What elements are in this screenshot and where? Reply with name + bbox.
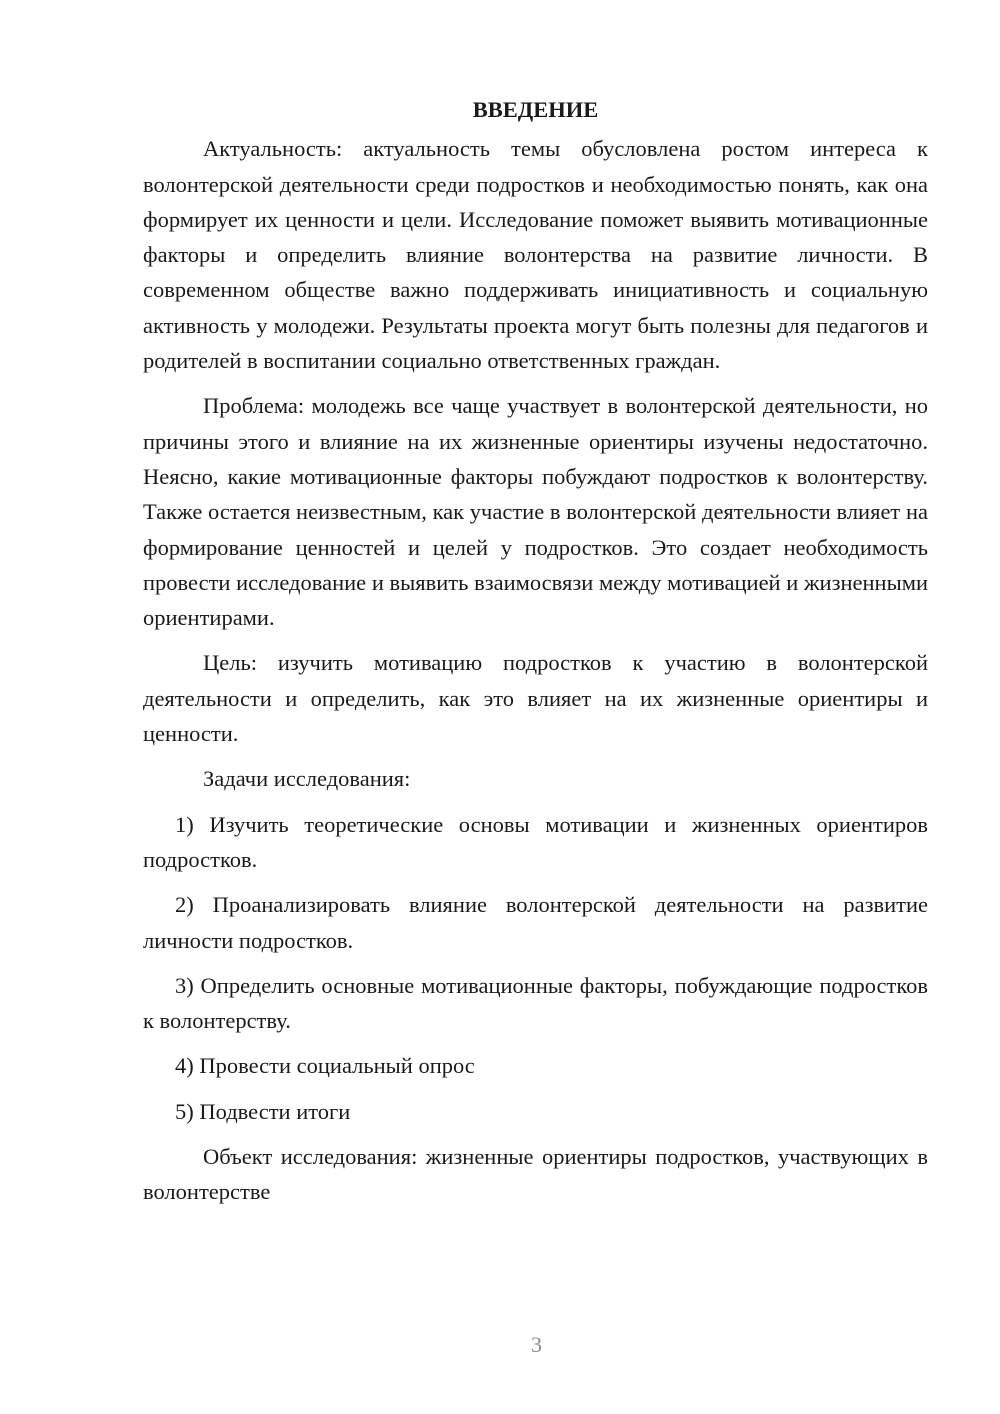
task-item: 4) Провести социальный опрос xyxy=(175,1053,475,1079)
tasks-heading: Задачи исследования: xyxy=(203,766,411,792)
task-item: 5) Подвести итоги xyxy=(175,1098,351,1124)
section-title: ВВЕДЕНИЕ xyxy=(472,97,599,122)
problem-paragraph: Проблема: молодежь все чаще участвует в волонтерской деятельности, но причины этого и влияние на их жизненные ориентиры изучены недостаточно. Неясно, какие мотивационные факторы побуждают подростков к волонтерству. Также остается неизвестным, как участие в волонтерской деятельности влияет на формирование ценностей и целей у подростков. Это создает необходимость провести исследование и выявить взаимосвязи между мотивацией и жизненными ориентирами. xyxy=(143,393,928,631)
task-item: 3) Определить основные мотивационные факторы, побуждающие подростков к волонтерству. xyxy=(143,972,928,1034)
object-paragraph: Объект исследования: жизненные ориентиры подростков, участвующих в волонтерстве xyxy=(143,1144,928,1205)
task-item: 2) Проанализировать влияние волонтерской деятельности на развитие личности подростков. xyxy=(143,892,928,953)
page-number: 3 xyxy=(531,1332,542,1357)
relevance-paragraph: Актуальность: актуальность темы обусловлена ростом интереса к волонтерской деятельности среди подростков и необходимостью понять, как она формирует их ценности и цели. Исследование поможет выявить мотивационные факторы и определить влияние волонтерства на развитие личности. В современном обществе важно поддерживать инициативность и социальную активность у молодежи. Результаты проекта могут быть полезны для педагогов и родителей в воспитании социально ответственных граждан. xyxy=(143,136,928,374)
goal-paragraph: Цель: изучить мотивацию подростков к участию в волонтерской деятельности и определить, как это влияет на их жизненные ориентиры и ценности. xyxy=(143,650,928,747)
document-page xyxy=(143,92,928,1220)
task-item: 1) Изучить теоретические основы мотивации и жизненных ориентиров подростков. xyxy=(143,811,928,872)
